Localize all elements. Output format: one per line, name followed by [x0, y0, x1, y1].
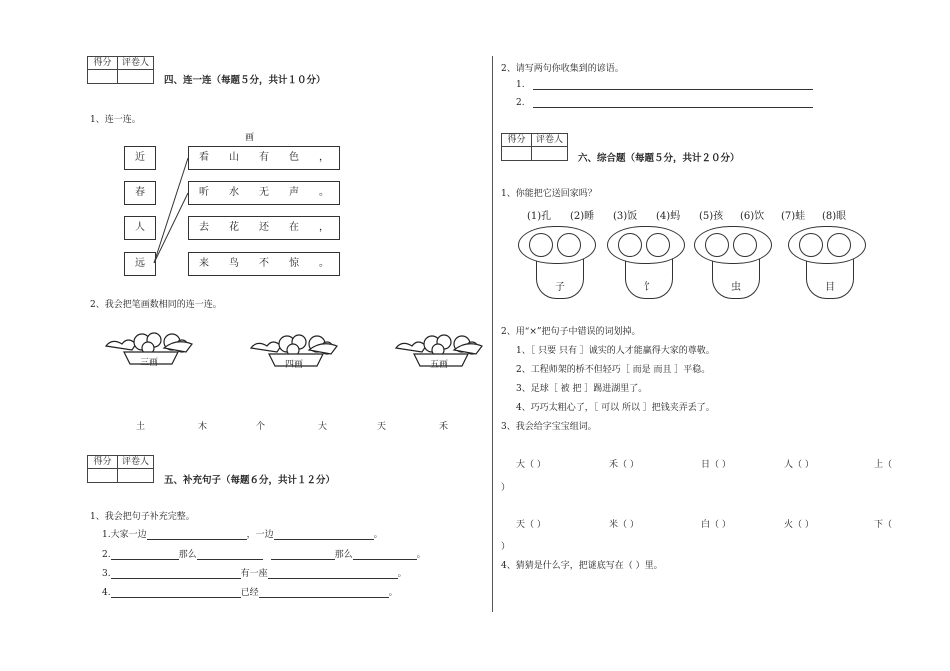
radical-label: 虫: [731, 282, 741, 293]
radical-label: 饣: [644, 282, 654, 293]
match-char[interactable]: 木: [198, 422, 208, 432]
s5-q1-label: 1、我会把句子补充完整。: [90, 512, 195, 522]
q6-4-label: 4、猜猜是什么字，把谜底写在（ ）里。: [501, 561, 663, 571]
section6-heading: 六、综合题（每题５分，共计２０分）: [578, 153, 740, 164]
word-group-blank[interactable]: 米（ ）: [609, 520, 639, 530]
poem-char: 。: [319, 258, 329, 269]
basket-label: 五画: [430, 360, 449, 370]
score-label: 得分: [502, 134, 532, 147]
match-char[interactable]: 个: [256, 422, 266, 432]
poem-row[interactable]: [188, 252, 340, 276]
cross-out-item[interactable]: 3、足球［ 被 把 ］踢进湖里了。: [516, 384, 648, 394]
poem-char: 惊: [289, 258, 299, 269]
poem-left-char[interactable]: 远: [124, 252, 156, 276]
word-group-blank[interactable]: 日（ ）: [701, 460, 731, 470]
word-option[interactable]: (7)蛙: [781, 211, 806, 222]
poem-char: 看: [199, 152, 209, 163]
fill-line-4[interactable]: 4. 已经 。: [102, 588, 398, 598]
word-option[interactable]: (8)眼: [822, 211, 847, 222]
word-group-blank[interactable]: 禾（ ）: [609, 460, 639, 470]
poem-char: 有: [259, 152, 269, 163]
score-box: [87, 455, 154, 483]
poem-char: 。: [319, 187, 329, 198]
poem-char: ，: [319, 222, 329, 233]
answer-circle[interactable]: [799, 233, 823, 257]
match-char[interactable]: 土: [136, 422, 146, 432]
q6-2-label: 2、用“×”把句子中错误的词划掉。: [501, 327, 641, 337]
q6-3-label: 3、我会给字宝宝组词。: [501, 422, 597, 432]
poem-row[interactable]: [188, 181, 340, 205]
match-char[interactable]: 天: [377, 422, 387, 432]
match-char[interactable]: 禾: [439, 422, 449, 432]
word-group-cont: ）: [501, 483, 511, 493]
basket-label: 三画: [140, 358, 159, 368]
poem-row[interactable]: [188, 146, 340, 170]
poem-char: 花: [229, 222, 239, 233]
word-group-blank[interactable]: 上（: [874, 460, 893, 470]
poem-char: 听: [199, 187, 209, 198]
poem-row[interactable]: [188, 216, 340, 240]
fill-line-2[interactable]: 2. 那么 那么 。: [102, 550, 426, 560]
column-divider: [492, 56, 493, 612]
proverb-line-1[interactable]: 1.: [516, 80, 813, 90]
cross-out-item[interactable]: 4、巧巧太粗心了，［ 可以 所以 ］把钱夹弄丢了。: [516, 403, 715, 413]
proverb-line-2[interactable]: 2.: [516, 98, 813, 108]
answer-circle[interactable]: [618, 233, 642, 257]
grader-cell[interactable]: [532, 147, 567, 160]
poem-char: 还: [259, 222, 269, 233]
score-label: 得分: [88, 456, 118, 469]
score-box: [501, 133, 568, 161]
q6-1-label: 1、你能把它送回家吗？: [501, 189, 597, 199]
poem-char: 鸟: [229, 258, 239, 269]
score-cell[interactable]: [502, 147, 532, 160]
word-option[interactable]: (2)睡: [570, 211, 595, 222]
answer-circle[interactable]: [557, 233, 581, 257]
word-group-blank[interactable]: 人（ ）: [784, 460, 814, 470]
grader-cell[interactable]: [118, 469, 153, 482]
word-group-blank[interactable]: 白（ ）: [701, 520, 731, 530]
word-option[interactable]: (4)蚂: [656, 211, 681, 222]
word-group-blank[interactable]: 大（ ）: [516, 460, 546, 470]
poem-char: 色: [289, 152, 299, 163]
poem-char: 去: [199, 222, 209, 233]
word-option[interactable]: (1)孔: [527, 211, 552, 222]
poem-left-char[interactable]: 春: [124, 181, 156, 205]
word-option[interactable]: (6)饮: [740, 211, 765, 222]
grader-label: 评卷人: [118, 57, 153, 70]
poem-char: 声: [289, 187, 299, 198]
answer-circle[interactable]: [529, 233, 553, 257]
score-cell[interactable]: [88, 469, 118, 482]
poem-char: 山: [229, 152, 239, 163]
poem-left-char[interactable]: 人: [124, 216, 156, 240]
cross-out-item[interactable]: 2、工程师架的桥不但轻巧［ 而是 而且 ］平稳。: [516, 365, 711, 375]
poem-char: 无: [259, 187, 269, 198]
score-label: 得分: [88, 57, 118, 70]
fill-line-1[interactable]: 1.大家一边 ，一边 。: [102, 530, 383, 540]
proverb-label: 2、请写两句你收集到的谚语。: [501, 64, 624, 74]
word-group-blank[interactable]: 天（ ）: [516, 520, 546, 530]
answer-circle[interactable]: [646, 233, 670, 257]
basket-label: 四画: [285, 360, 304, 370]
hua-label: 画: [245, 133, 255, 143]
grader-label: 评卷人: [532, 134, 567, 147]
answer-circle[interactable]: [733, 233, 757, 257]
poem-char: ，: [319, 152, 329, 163]
cross-out-item[interactable]: 1、［ 只要 只有 ］诚实的人才能赢得大家的尊敬。: [516, 346, 715, 356]
poem-char: 水: [229, 187, 239, 198]
fill-line-3[interactable]: 3. 有一座 。: [102, 569, 407, 579]
s4-q1-label: 1、连一连。: [90, 115, 141, 125]
section4-heading: 四、连一连（每题５分，共计１０分）: [164, 75, 326, 86]
section5-heading: 五、补充句子（每题６分，共计１２分）: [164, 475, 336, 486]
radical-label: 目: [825, 282, 835, 293]
poem-left-char[interactable]: 近: [124, 146, 156, 170]
word-group-blank[interactable]: 火（ ）: [784, 520, 814, 530]
word-group-blank[interactable]: 下（: [874, 520, 893, 530]
radical-label: 子: [555, 282, 565, 293]
poem-char: 来: [199, 258, 209, 269]
grader-label: 评卷人: [118, 456, 153, 469]
answer-circle[interactable]: [827, 233, 851, 257]
match-char[interactable]: 大: [318, 422, 328, 432]
word-group-cont: ）: [501, 542, 511, 552]
answer-circle[interactable]: [705, 233, 729, 257]
poem-char: 不: [259, 258, 269, 269]
word-option[interactable]: (3)饭: [613, 211, 638, 222]
s4-q2-label: 2、我会把笔画数相同的连一连。: [90, 300, 222, 310]
word-option[interactable]: (5)孩: [699, 211, 724, 222]
poem-char: 在: [289, 222, 299, 233]
